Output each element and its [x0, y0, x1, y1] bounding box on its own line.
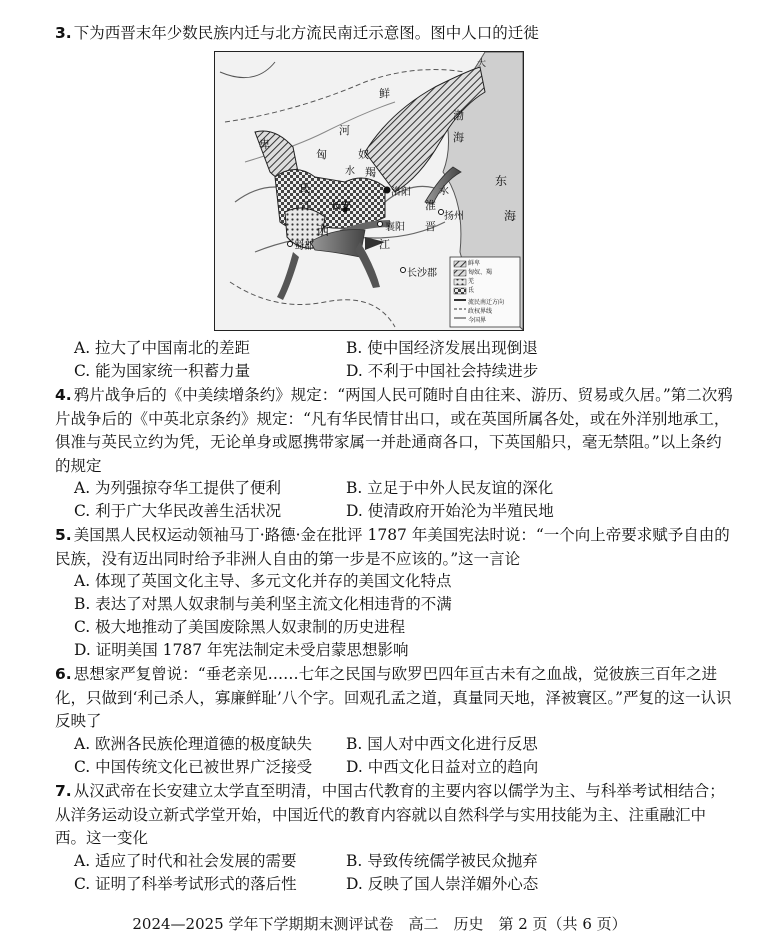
map-label-changshajun: 长沙郡 [407, 268, 437, 279]
question-4-option-d[interactable]: D. 使清政府开始沦为半殖民地 [346, 502, 554, 520]
map-label-jie: 羯 [365, 166, 376, 179]
map-label-luoyang: 洛阳 [391, 187, 411, 198]
map-label-bei: 卑 [259, 138, 270, 151]
map-label-dong: 东 [495, 174, 508, 188]
question-7-option-a[interactable]: A. 适应了时代和社会发展的需要 [74, 852, 297, 870]
map-label-nu: 奴 [358, 148, 369, 161]
question-7-option-d[interactable]: D. 反映了国人崇洋媚外心态 [346, 875, 539, 893]
map-label-hai: 海 [504, 209, 517, 223]
migration-map [214, 51, 524, 331]
question-5-number: 5. [55, 526, 72, 544]
question-4-stem [55, 384, 735, 478]
question-6-text: 思想家严复曾说：“垂老亲见……七年之民国与欧罗巴四年亘古未有之血战，觉彼族三百年之进化，只做到‘利己杀人，寡廉鲜耻’八个字。回观孔孟之道，真量同天地，泽被寰区。”严复的这一认识反映了 [55, 665, 732, 730]
map-label-xian: 鲜 [379, 87, 390, 100]
question-3-text: 下为西晋末年少数民族内迁与北方流民南迁示意图。图中人口的迁徙 [73, 24, 539, 42]
question-5-option-a[interactable]: A. 体现了英国文化主导、多元文化并存的美国文化特点 [74, 572, 452, 590]
map-label-shujun: 蜀郡 [294, 241, 314, 252]
map-label-shui: 水 [345, 166, 355, 177]
legend-modern-border: 今国界 [468, 317, 487, 324]
map-label-changan: 长安 [331, 201, 351, 212]
map-label-shui2: 水 [439, 186, 449, 197]
legend-migration: 流民南迁方向 [468, 299, 505, 306]
question-3-number: 3. [55, 24, 72, 42]
question-6-number: 6. [55, 665, 72, 683]
question-7-text: 从汉武帝在长安建立太学直至明清，中国古代教育的主要内容以儒学为主、与科举考试相结合；从洋务运动设立新式学堂开始，中国近代的教育内容就以自然科学与实用技能为主、注重融汇中西。这一变化 [55, 782, 725, 847]
question-3-option-c[interactable]: C. 能为国家统一积蓄力量 [74, 362, 251, 380]
question-3-option-d[interactable]: D. 不利于中国社会持续进步 [346, 362, 539, 380]
map-label-xiong: 匈 [316, 148, 327, 161]
map-label-jiang: 江 [301, 199, 312, 212]
page-footer: 2024—2025 学年下学期期末测评试卷 高二 历史 第 2 页（共 6 页） [132, 915, 627, 933]
map-label-huai: 淮 [425, 199, 436, 212]
map-label-bo: 渤 [453, 109, 464, 122]
map-label-xiangyang: 襄阳 [385, 222, 405, 233]
question-7-option-c[interactable]: C. 证明了科举考试形式的落后性 [74, 875, 297, 893]
map-label-he: 河 [339, 124, 350, 137]
question-5-option-c[interactable]: C. 极大地推动了美国废除黑人奴隶制的历史进程 [74, 618, 406, 636]
legend-regime-border: 政权界线 [468, 308, 493, 315]
map-label-da: 大 [477, 59, 487, 69]
question-4-option-b[interactable]: B. 立足于中外人民友谊的深化 [346, 479, 554, 497]
question-7-option-b[interactable]: B. 导致传统儒学被民众抛弃 [346, 852, 538, 870]
question-5-option-d[interactable]: D. 证明美国 1787 年宪法制定未受启蒙思想影响 [74, 641, 409, 659]
question-6-option-a[interactable]: A. 欧洲各民族伦理道德的极度缺失 [74, 735, 313, 753]
question-5-option-b[interactable]: B. 表达了对黑人奴隶制与美利坚主流文化相违背的不满 [74, 595, 452, 613]
question-6-option-c[interactable]: C. 中国传统文化已被世界广泛接受 [74, 758, 313, 776]
question-3-option-a[interactable]: A. 拉大了中国南北的差距 [74, 339, 251, 357]
question-3-stem [55, 22, 735, 46]
migration-map-drawing [215, 52, 523, 330]
question-6-option-b[interactable]: B. 国人对中西文化进行反思 [346, 735, 538, 753]
question-4-option-a[interactable]: A. 为列强掠夺华工提供了便利 [74, 479, 282, 497]
question-4-number: 4. [55, 386, 72, 404]
question-5-stem [55, 524, 735, 571]
question-4-text: 鸦片战争后的《中美续增条约》规定：“两国人民可随时自由往来、游历、贸易或久居。”第二次鸦片战争后的《中英北京条约》规定：“凡有华民情甘出口，或在英国所属各处，或在外洋别地承工，俱准与英民立约为凭，无论单身或愿携带家属一并赴通商各口，下英国船只，毫无禁阻。”以上条约的规定 [55, 386, 733, 475]
legend-qiang: 羌 [468, 278, 475, 285]
question-7-stem [55, 780, 735, 851]
question-5-text: 美国黑人民权运动领袖马丁·路德·金在批评 1787 年美国宪法时说：“一个向上帝要求赋予自由的民族，没有迈出同时给予非洲人自由的第一步是不应该的。”这一言论 [55, 526, 730, 568]
map-label-yangzhou: 扬州 [444, 211, 464, 222]
map-label-xi: 西 [317, 224, 330, 238]
map-label-jiang2: 江 [379, 238, 390, 251]
legend-di: 氐 [468, 287, 475, 294]
question-6-option-d[interactable]: D. 中西文化日益对立的趋向 [346, 758, 539, 776]
legend-xianbei: 鲜卑 [468, 260, 481, 267]
question-4-option-c[interactable]: C. 利于广大华民改善生活状况 [74, 502, 282, 520]
map-label-hai2: 海 [453, 131, 464, 144]
question-3-option-b[interactable]: B. 使中国经济发展出现倒退 [346, 339, 538, 357]
question-7-number: 7. [55, 782, 72, 800]
question-6-stem [55, 663, 735, 734]
map-label-di: 氐 [299, 182, 310, 195]
legend-xiongnu-jie: 匈奴、羯 [468, 269, 493, 276]
map-label-jin: 晋 [425, 220, 436, 233]
